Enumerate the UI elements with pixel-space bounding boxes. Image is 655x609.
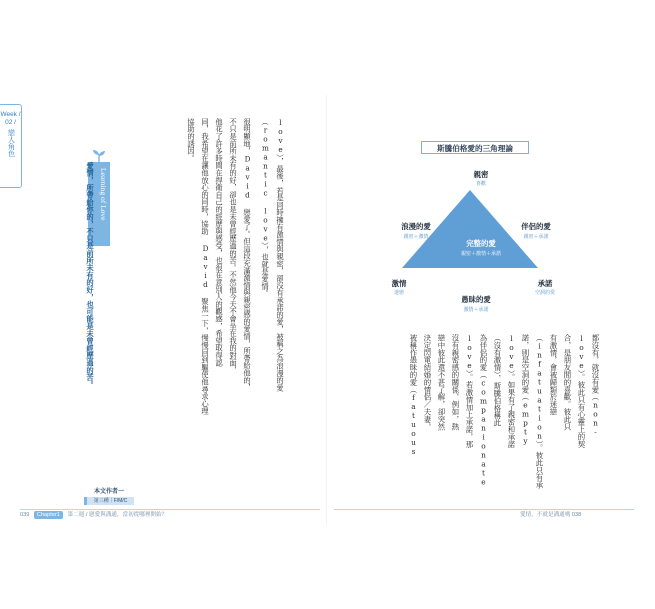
right-page-number: 038 (571, 512, 582, 518)
right-para-11: 沒有親密感的關係，例如，熱 (451, 334, 460, 431)
left-para-7: 協助的誘因。 (187, 118, 196, 162)
right-footer-text: 愛情，不就是溝通嗎 (520, 512, 571, 518)
left-para-6: 同，我希望在讓他放心的同時，協助 David 聚焦一下，慢慢回到驅使他尋求心理 (201, 118, 210, 415)
right-para-6: 諾，則是空洞的愛（empty (521, 334, 530, 446)
sub-commitment: 空洞的愛 (534, 290, 555, 296)
diagram-title: 斯騰伯格愛的三角理論 (421, 141, 529, 154)
left-para-1: love），最後，若是同時擁有激情與親密，卻沒有承諾的愛，被稱之為浪漫的愛 (276, 118, 285, 392)
left-page-number: 039 (20, 512, 30, 518)
right-para-1: 都沒有，就沒有愛（non- (591, 334, 600, 437)
right-para-10: love）。若激情加上承諾，那 (465, 334, 474, 448)
label-commitment: 承諾 (537, 279, 553, 288)
right-para-13: 決定閃電結婚的情侶／夫妻， (423, 334, 432, 431)
sub-fatuous-love: 激情＋承諾 (463, 307, 489, 313)
week-tab-title: Week / 02 / (0, 111, 21, 126)
week-tab-subtitle: 戀人角色 (7, 129, 15, 157)
left-para-4: 不只是前所未有的好，卻也是未曾經歷過的苦。不然他今天不會坐在我的對面， (229, 118, 238, 374)
left-para-2: （romantic love），也就是愛情。 (261, 118, 270, 298)
label-intimacy: 親密 (473, 170, 489, 179)
label-romantic-love: 浪漫的愛 (401, 222, 431, 231)
author-ribbon (84, 486, 134, 510)
right-para-7: love）。如果有了親密和承諾 (507, 334, 516, 448)
pull-quote: 愛情，所帶給你的，不只是前所未有的好，也可能是未曾經歷過的苦。 (86, 162, 95, 389)
right-para-9: 為伴侶的愛（companionate (479, 334, 488, 487)
sub-passion: 迷戀 (393, 290, 404, 296)
right-para-12: 戀中彼此還不甚了解，卻突然 (437, 334, 446, 431)
label-fatuous-love: 愚昧的愛 (461, 295, 491, 304)
left-footer (20, 510, 167, 520)
sub-romantic-love: 親密＋激情 (403, 234, 429, 240)
left-footer-text: 第二週 / 戀愛與溝通，當初從哪裡開始？ (67, 512, 168, 518)
page-fold (326, 95, 327, 525)
left-para-5: 他花了許多時間在捍衛自己的經歷與感受，也很在意別人的觀感，希望取得認 (215, 118, 224, 367)
right-para-2: love）。彼此只有心靈上的契 (577, 334, 586, 448)
sprout-icon (89, 149, 109, 163)
ribbon-top: 本文作者一 (93, 489, 124, 495)
label-passion: 激情 (391, 279, 407, 288)
right-para-3: 合，是朋友間的喜歡。彼此只 (563, 334, 572, 431)
right-para-4: 有激情，會被歸類於迷戀 (549, 334, 558, 416)
label-consummate-love: 完整的愛 (466, 239, 496, 248)
chapter-chip: Chapter1 (34, 511, 63, 519)
week-tab (0, 104, 22, 188)
side-label: Learning of Love (99, 168, 108, 221)
right-para-14: 被稱作愚昧的愛（fatuous (409, 334, 418, 457)
right-footer-rule (334, 509, 634, 510)
right-para-8: （沒有激情），斯騰伯格稱此 (493, 334, 502, 427)
right-para-5: （infatuation）。彼此只有承 (535, 334, 544, 489)
label-companionate-love: 伴侶的愛 (521, 222, 551, 231)
ribbon-bar: 第三種｜F/M/C (84, 497, 134, 505)
sub-intimacy: 喜歡 (475, 181, 486, 187)
sub-companionate-love: 親密＋承諾 (523, 234, 549, 240)
left-para-3: 很明顯地，David 戀愛了。但這段充滿激情與親密感的愛情，所帶給他的， (243, 118, 252, 391)
sub-consummate-love: 親密＋激情＋承諾 (460, 251, 501, 257)
right-footer (520, 510, 581, 520)
